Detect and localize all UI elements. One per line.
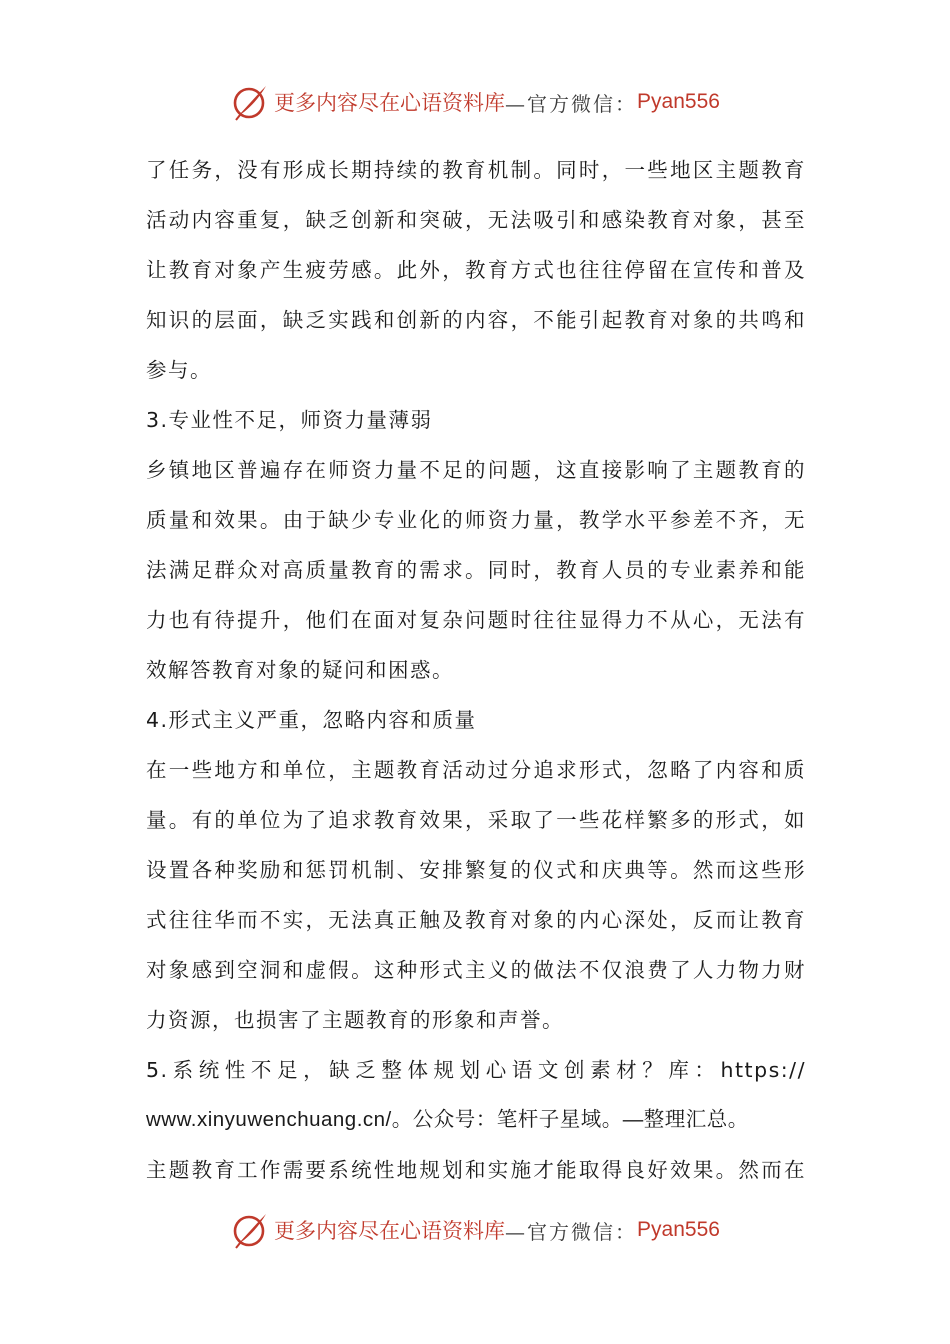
document-body: [146, 145, 806, 1195]
header-banner: [0, 80, 950, 124]
paragraph-line: 乡镇地区普遍存在师资力量不足的问题，这直接影响了主题教育的: [146, 458, 806, 482]
section-heading: 3.专业性不足，师资力量薄弱: [146, 408, 433, 432]
banner-wechat-id: Pyan556: [637, 90, 720, 113]
paragraph-line: 量。有的单位为了追求教育效果，采取了一些花样繁多的形式，如: [146, 808, 806, 832]
paragraph-line: 质量和效果。由于缺少专业化的师资力量，教学水平参差不齐，无: [146, 508, 806, 532]
paragraph-line: 式往往华而不实，无法真正触及教育对象的内心深处，反而让教育: [146, 908, 806, 932]
section-heading: 5.系统性不足，缺乏整体规划心语文创素材？库：https://: [146, 1058, 806, 1082]
banner-official-label: —官方微信：: [505, 91, 638, 116]
banner-official-label: —官方微信：: [505, 1219, 638, 1244]
source-url-line: www.xinyuwenchuang.cn/。公众号：笔杆子星域。—整理汇总。: [146, 1108, 749, 1131]
paragraph-line: 力资源，也损害了主题教育的形象和声誉。: [146, 1008, 564, 1032]
paragraph-line: 力也有待提升，他们在面对复杂问题时往往显得力不从心，无法有: [146, 608, 806, 632]
paragraph-line: 了任务，没有形成长期持续的教育机制。同时，一些地区主题教育: [146, 158, 806, 182]
paragraph-line: 法满足群众对高质量教育的需求。同时，教育人员的专业素养和能: [146, 558, 806, 582]
paragraph-line: 主题教育工作需要系统性地规划和实施才能取得良好效果。然而在: [146, 1158, 806, 1182]
paragraph-line: 参与。: [146, 358, 212, 382]
quill-logo-icon: [230, 82, 270, 122]
section-heading: 4.形式主义严重，忽略内容和质量: [146, 708, 477, 732]
banner-brand: 更多内容尽在心语资料库: [274, 1219, 506, 1243]
paragraph-line: 让教育对象产生疲劳感。此外，教育方式也往往停留在宣传和普及: [146, 258, 806, 282]
quill-logo-icon: [230, 1210, 270, 1250]
paragraph-line: 效解答教育对象的疑问和困惑。: [146, 658, 454, 682]
banner-wechat-id: Pyan556: [637, 1218, 720, 1241]
paragraph-line: 设置各种奖励和惩罚机制、安排繁复的仪式和庆典等。然而这些形: [146, 858, 806, 882]
paragraph-line: 在一些地方和单位，主题教育活动过分追求形式，忽略了内容和质: [146, 758, 806, 782]
paragraph-line: 对象感到空洞和虚假。这种形式主义的做法不仅浪费了人力物力财: [146, 958, 806, 982]
paragraph-line: 活动内容重复，缺乏创新和突破，无法吸引和感染教育对象，甚至: [146, 208, 806, 232]
banner-brand: 更多内容尽在心语资料库: [274, 91, 506, 115]
footer-banner: [0, 1208, 950, 1252]
paragraph-line: 知识的层面，缺乏实践和创新的内容，不能引起教育对象的共鸣和: [146, 308, 806, 332]
